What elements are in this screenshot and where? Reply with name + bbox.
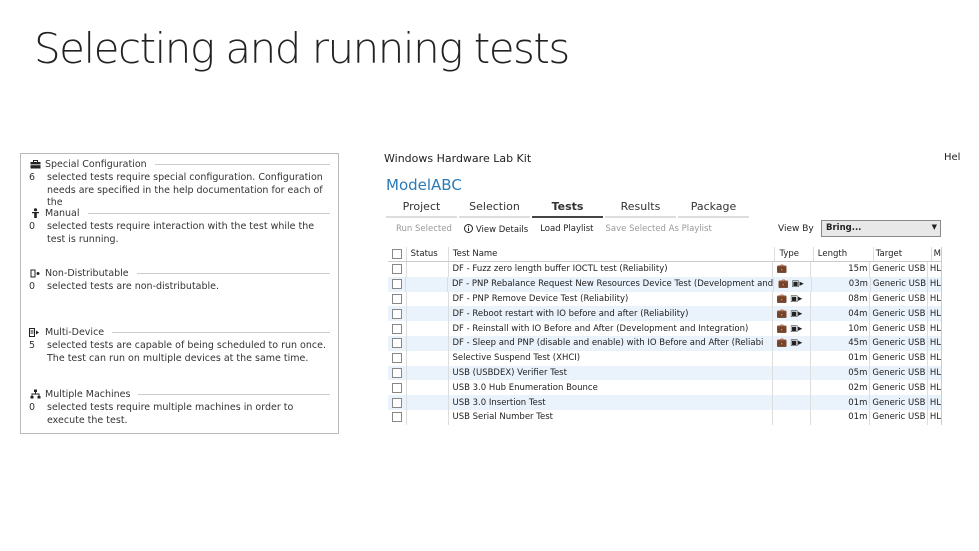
type-cell: 💼 ▣▸	[773, 277, 811, 292]
length-cell: 02m	[810, 380, 870, 395]
length-cell: 15m	[810, 262, 870, 277]
row-checkbox[interactable]	[392, 294, 402, 304]
row-checkbox[interactable]	[392, 279, 402, 289]
type-cell	[772, 395, 810, 410]
view-details-label: View Details	[475, 225, 529, 235]
target-cell: Generic USB	[869, 351, 927, 366]
type-cell	[772, 351, 810, 366]
section-label: Special Configuration	[45, 158, 147, 170]
status-cell	[406, 351, 448, 366]
section-label: Multi-Device	[45, 326, 105, 338]
length-cell: 45m	[810, 336, 870, 351]
row-checkbox[interactable]	[392, 338, 402, 348]
test-name-cell: DF - PNP Remove Device Test (Reliability)	[448, 292, 772, 307]
status-cell	[406, 292, 448, 307]
load-playlist-button[interactable]: Load Playlist	[540, 224, 594, 234]
target-cell: Generic USB	[869, 380, 927, 395]
m-cell: HL	[927, 292, 941, 307]
briefcase-icon	[29, 159, 41, 169]
section-description: selected tests are capable of being scheduled to run once. The test can run on multiple devices at the same time.	[47, 340, 326, 364]
table-row[interactable]	[388, 321, 941, 336]
view-by-label: View By	[778, 224, 814, 234]
table-row[interactable]	[388, 395, 941, 410]
column-header-length[interactable]: Length	[813, 247, 873, 261]
type-cell	[772, 410, 810, 425]
type-cell	[772, 380, 810, 395]
multi-device-icon	[29, 327, 41, 337]
column-header-name[interactable]: Test Name	[448, 247, 775, 261]
row-checkbox[interactable]	[392, 324, 402, 334]
table-row[interactable]	[388, 351, 941, 366]
section-count: 5	[29, 340, 36, 351]
target-cell: Generic USB	[869, 262, 927, 277]
row-checkbox[interactable]	[392, 398, 402, 408]
target-cell: Generic USB	[869, 395, 927, 410]
m-cell: HL	[927, 336, 941, 351]
m-cell: HL	[927, 262, 941, 277]
column-header-m[interactable]: M	[931, 247, 941, 261]
section-count: 6	[29, 172, 36, 183]
test-name-cell: DF - Reinstall with IO Before and After (Development and Integration)	[448, 321, 772, 336]
length-cell: 01m	[810, 351, 870, 366]
view-by-value: Bring...	[826, 223, 862, 233]
person-icon	[29, 208, 41, 218]
section-count: 0	[29, 221, 36, 232]
test-name-cell: DF - Reboot restart with IO before and after (Reliability)	[448, 306, 772, 321]
type-cell: 💼 ▣▸	[772, 292, 810, 307]
row-checkbox[interactable]	[392, 264, 402, 274]
view-by-dropdown[interactable]	[821, 220, 941, 237]
configuration-summary-panel	[20, 153, 339, 434]
tab-package[interactable]: Package	[678, 198, 749, 218]
non-distributable-section	[29, 267, 330, 294]
select-all-checkbox[interactable]	[392, 249, 402, 259]
info-icon	[464, 224, 473, 236]
m-cell: HL	[927, 351, 941, 366]
help-link[interactable]: Hel	[944, 152, 961, 163]
section-description: selected tests require interaction with the test while the test is running.	[47, 221, 315, 245]
hlk-window	[384, 148, 979, 438]
table-row[interactable]	[388, 366, 941, 381]
m-cell: HL	[927, 366, 941, 381]
column-header-target[interactable]: Target	[873, 247, 931, 261]
table-row[interactable]	[388, 262, 941, 277]
tab-bar	[386, 198, 751, 218]
chevron-down-icon: ▼	[931, 223, 937, 231]
table-row[interactable]	[388, 410, 941, 425]
length-cell: 01m	[810, 410, 870, 425]
target-cell: Generic USB	[869, 366, 927, 381]
status-cell	[406, 321, 448, 336]
type-cell: 💼 ▣▸	[772, 336, 810, 351]
status-cell	[406, 410, 448, 425]
status-cell	[406, 262, 448, 277]
target-cell: Generic USB	[869, 306, 927, 321]
test-name-cell: Selective Suspend Test (XHCI)	[448, 351, 772, 366]
type-cell	[772, 366, 810, 381]
section-description: selected tests require special configuration. Configuration needs are specified in the help documentation for each of the	[47, 172, 323, 208]
length-cell: 10m	[810, 321, 870, 336]
m-cell: HL	[927, 410, 941, 425]
grid-header	[388, 247, 941, 262]
app-title: Windows Hardware Lab Kit	[384, 152, 532, 165]
column-header-status[interactable]: Status	[406, 247, 448, 261]
section-description: selected tests are non-distributable.	[47, 281, 220, 292]
tests-grid	[388, 247, 942, 425]
test-name-cell: DF - Fuzz zero length buffer IOCTL test (Reliability)	[448, 262, 772, 277]
target-cell: Generic USB	[869, 410, 927, 425]
type-cell: 💼 ▣▸	[772, 321, 810, 336]
length-cell: 01m	[810, 395, 870, 410]
special-configuration-section	[29, 158, 330, 210]
test-name-cell: DF - PNP Rebalance Request New Resources Device Test (Development and	[447, 277, 773, 292]
table-row[interactable]	[388, 336, 941, 351]
test-name-cell: DF - Sleep and PNP (disable and enable) with IO Before and After (Reliabi	[448, 336, 772, 351]
tab-results[interactable]: Results	[605, 198, 676, 218]
length-cell: 03m	[811, 277, 870, 292]
section-label: Non-Distributable	[45, 267, 129, 279]
status-cell	[406, 366, 448, 381]
m-cell: HL	[927, 380, 941, 395]
length-cell: 08m	[810, 292, 870, 307]
test-name-cell: USB 3.0 Hub Enumeration Bounce	[448, 380, 772, 395]
m-cell: HL	[927, 321, 941, 336]
table-row[interactable]	[388, 277, 941, 292]
project-name: ModelABC	[386, 176, 462, 194]
section-count: 0	[29, 281, 36, 292]
status-cell	[406, 395, 448, 410]
row-checkbox[interactable]	[392, 368, 402, 378]
view-details-button[interactable]	[464, 224, 528, 236]
section-label: Multiple Machines	[45, 388, 131, 400]
multi-device-section	[29, 326, 330, 365]
section-description: selected tests require multiple machines in order to execute the test.	[47, 402, 294, 426]
table-row[interactable]	[388, 306, 941, 321]
non-distributable-icon	[29, 268, 41, 278]
status-cell	[406, 380, 448, 395]
toolbar	[396, 224, 712, 236]
section-count: 0	[29, 402, 36, 413]
m-cell: HL	[927, 277, 941, 292]
tab-tests[interactable]: Tests	[532, 198, 603, 218]
test-name-cell: USB (USBDEX) Verifier Test	[448, 366, 772, 381]
type-cell: 💼	[772, 262, 810, 277]
row-checkbox[interactable]	[392, 353, 402, 363]
tab-selection[interactable]: Selection	[459, 198, 530, 218]
target-cell: Generic USB	[870, 277, 927, 292]
target-cell: Generic USB	[869, 321, 927, 336]
tab-project[interactable]: Project	[386, 198, 457, 218]
save-playlist-button[interactable]: Save Selected As Playlist	[605, 224, 712, 234]
multiple-machines-section	[29, 388, 330, 427]
slide-title: Selecting and running tests	[34, 24, 569, 73]
row-checkbox[interactable]	[392, 412, 402, 422]
row-checkbox[interactable]	[392, 383, 402, 393]
table-row[interactable]	[388, 292, 941, 307]
test-name-cell: USB Serial Number Test	[448, 410, 772, 425]
m-cell: HL	[927, 395, 941, 410]
target-cell: Generic USB	[869, 292, 927, 307]
status-cell	[405, 277, 447, 292]
target-cell: Generic USB	[869, 336, 927, 351]
row-checkbox[interactable]	[392, 309, 402, 319]
length-cell: 05m	[810, 366, 870, 381]
type-cell: 💼 ▣▸	[772, 306, 810, 321]
manual-section	[29, 207, 330, 246]
table-row[interactable]	[388, 380, 941, 395]
column-header-type[interactable]: Type	[774, 247, 812, 261]
test-name-cell: USB 3.0 Insertion Test	[448, 395, 772, 410]
status-cell	[406, 306, 448, 321]
m-cell: HL	[927, 306, 941, 321]
section-label: Manual	[45, 207, 80, 219]
status-cell	[406, 336, 448, 351]
run-selected-button[interactable]: Run Selected	[396, 224, 452, 234]
length-cell: 04m	[810, 306, 870, 321]
network-icon	[29, 389, 41, 399]
